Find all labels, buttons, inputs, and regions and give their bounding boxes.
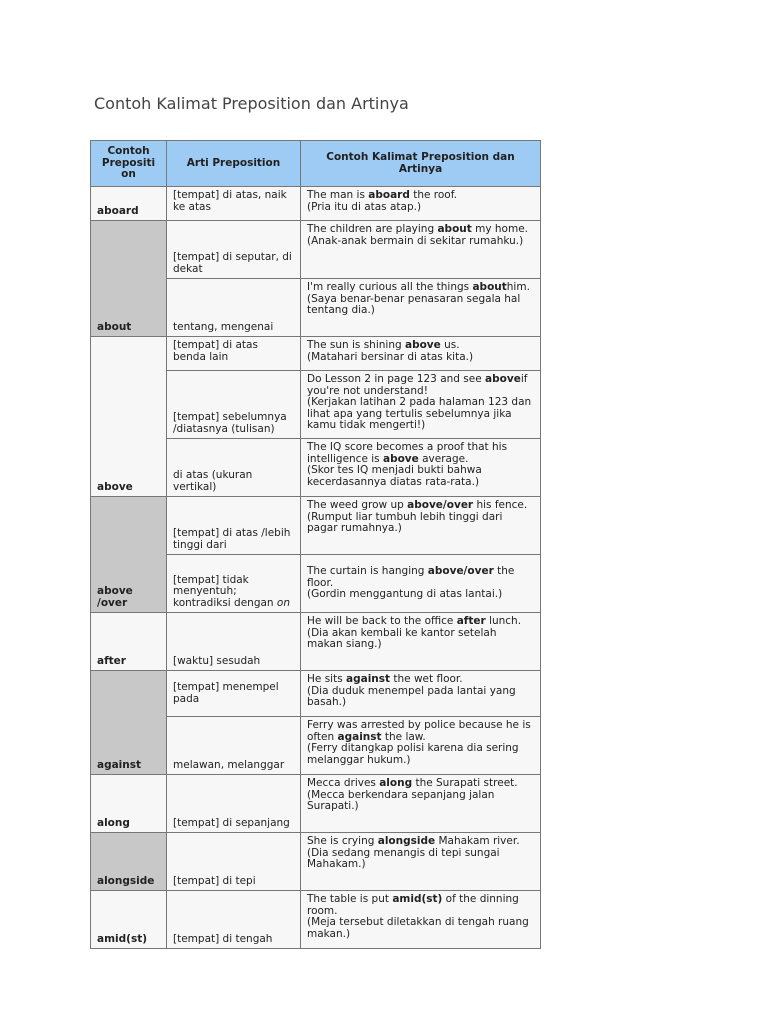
example-cell: The children are playing about my home. (Anak-anak bermain di sekitar rumahku.) — [301, 221, 541, 279]
header-contoh-kalimat: Contoh Kalimat Preposition dan Artinya — [301, 141, 541, 187]
table-row — [91, 497, 541, 555]
table-row — [91, 775, 541, 833]
meaning-cell: di atas (ukuran vertikal) — [167, 439, 301, 497]
example-cell: The IQ score becomes a proof that his intelligence is above average. (Skor tes IQ menjadi bukti bahwa kecerdasannya diatas rata-rata.) — [301, 439, 541, 497]
preposition-word: after — [91, 613, 167, 671]
meaning-cell: [tempat] di tepi — [167, 833, 301, 891]
preposition-word: amid(st) — [91, 891, 167, 949]
table-row — [91, 891, 541, 949]
header-arti-preposition: Arti Preposition — [167, 141, 301, 187]
preposition-word: aboard — [91, 187, 167, 221]
example-cell: The sun is shining above us. (Matahari bersinar di atas kita.) — [301, 337, 541, 371]
meaning-cell: [tempat] di atas benda lain — [167, 337, 301, 371]
example-cell: He sits against the wet floor. (Dia duduk menempel pada lantai yang basah.) — [301, 671, 541, 717]
meaning-cell: [waktu] sesudah — [167, 613, 301, 671]
meaning-cell: [tempat] di atas, naik ke atas — [167, 187, 301, 221]
meaning-cell: [tempat] menempel pada — [167, 671, 301, 717]
meaning-cell: [tempat] sebelumnya /diatasnya (tulisan) — [167, 371, 301, 439]
preposition-word: about — [91, 221, 167, 337]
meaning-cell: [tempat] di tengah — [167, 891, 301, 949]
meaning-cell: [tempat] di seputar, di dekat — [167, 221, 301, 279]
example-cell: Do Lesson 2 in page 123 and see aboveif you're not understand! (Kerjakan latihan 2 pada halaman 123 dan lihat apa yang tertulis sebelumnya jika kamu tidak mengerti!) — [301, 371, 541, 439]
example-cell: The man is aboard the roof. (Pria itu di atas atap.) — [301, 187, 541, 221]
example-cell: The table is put amid(st) of the dinning room. (Meja tersebut diletakkan di tengah ruang makan.) — [301, 891, 541, 949]
table-row — [91, 671, 541, 717]
meaning-cell: melawan, melanggar — [167, 717, 301, 775]
table-row — [91, 833, 541, 891]
table-row — [91, 613, 541, 671]
example-cell: I'm really curious all the things abouthim. (Saya benar-benar penasaran segala hal tentang dia.) — [301, 279, 541, 337]
table-row — [91, 187, 541, 221]
table-row — [91, 221, 541, 279]
preposition-table — [90, 140, 541, 949]
example-cell: Mecca drives along the Surapati street. (Mecca berkendara sepanjang jalan Surapati.) — [301, 775, 541, 833]
table-header-row — [91, 141, 541, 187]
example-cell: Ferry was arrested by police because he is often against the law. (Ferry ditangkap polisi karena dia sering melanggar hukum.) — [301, 717, 541, 775]
example-cell: She is crying alongside Mahakam river. (Dia sedang menangis di tepi sungai Mahakam.) — [301, 833, 541, 891]
header-contoh-preposition: Contoh Prepositi on — [91, 141, 167, 187]
preposition-word: above /over — [91, 497, 167, 613]
page-title: Contoh Kalimat Preposition dan Artinya — [94, 94, 409, 113]
example-cell: The weed grow up above/over his fence. (Rumput liar tumbuh lebih tinggi dari pagar rumahnya.) — [301, 497, 541, 555]
meaning-cell: [tempat] tidak menyentuh; kontradiksi dengan on — [167, 555, 301, 613]
example-cell: He will be back to the office after lunch. (Dia akan kembali ke kantor setelah makan siang.) — [301, 613, 541, 671]
preposition-word: against — [91, 671, 167, 775]
table-row — [91, 337, 541, 371]
meaning-cell: [tempat] di atas /lebih tinggi dari — [167, 497, 301, 555]
preposition-word: along — [91, 775, 167, 833]
meaning-cell: [tempat] di sepanjang — [167, 775, 301, 833]
example-cell: The curtain is hanging above/over the floor. (Gordin menggantung di atas lantai.) — [301, 555, 541, 613]
preposition-word: above — [91, 337, 167, 497]
meaning-cell: tentang, mengenai — [167, 279, 301, 337]
preposition-word: alongside — [91, 833, 167, 891]
